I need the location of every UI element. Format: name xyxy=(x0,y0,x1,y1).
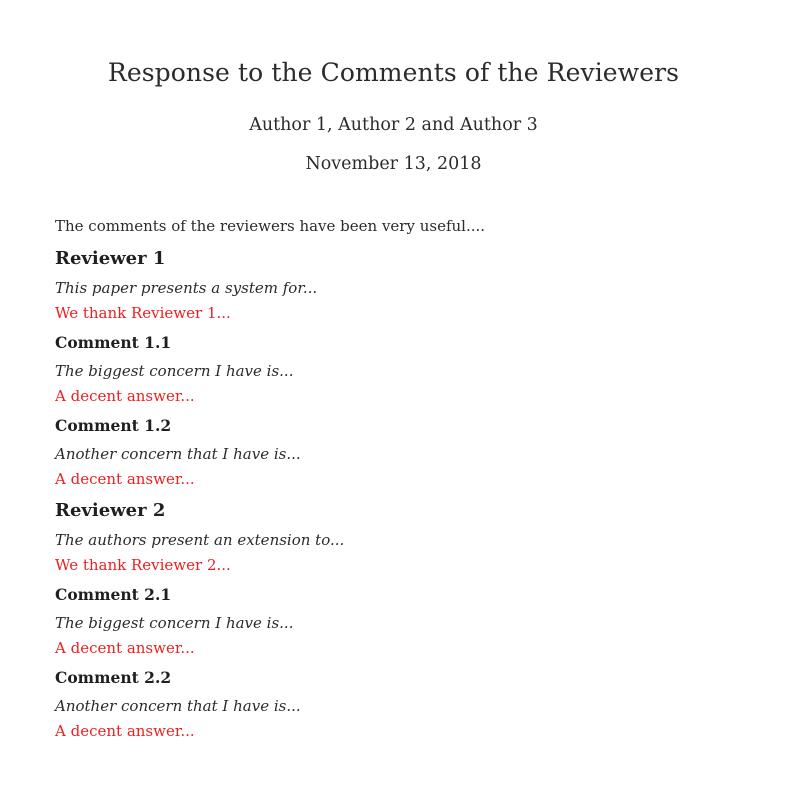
document-body xyxy=(55,216,755,751)
reviewer-response: We thank Reviewer 2... xyxy=(55,556,231,574)
reviewer-heading: Reviewer 1 xyxy=(55,248,166,269)
comment-quote: Another concern that I have is... xyxy=(55,697,301,715)
comment-quote: The biggest concern I have is... xyxy=(55,362,294,380)
comment-heading: Comment 2.2 xyxy=(55,668,172,687)
comment-answer: A decent answer... xyxy=(55,639,195,657)
comment-block xyxy=(55,585,755,658)
comment-answer: A decent answer... xyxy=(55,470,195,488)
reviewer-summary: This paper presents a system for... xyxy=(55,279,318,297)
reviewer-summary: The authors present an extension to... xyxy=(55,531,345,549)
comment-heading: Comment 1.1 xyxy=(55,333,172,352)
comment-answer: A decent answer... xyxy=(55,387,195,405)
comment-answer: A decent answer... xyxy=(55,722,195,740)
reviewer-heading: Reviewer 2 xyxy=(55,500,166,521)
comment-heading: Comment 2.1 xyxy=(55,585,172,604)
comment-heading: Comment 1.2 xyxy=(55,416,172,435)
document-authors: Author 1, Author 2 and Author 3 xyxy=(249,115,538,135)
document-date: November 13, 2018 xyxy=(305,154,482,174)
intro-paragraph: The comments of the reviewers have been very useful.... xyxy=(55,217,486,235)
comment-block xyxy=(55,416,755,489)
comment-block xyxy=(55,333,755,406)
reviewer-section-2 xyxy=(55,499,755,741)
comment-quote: The biggest concern I have is... xyxy=(55,614,294,632)
reviewer-response: We thank Reviewer 1... xyxy=(55,304,231,322)
comment-block xyxy=(55,668,755,741)
comment-quote: Another concern that I have is... xyxy=(55,445,301,463)
reviewer-section-1 xyxy=(55,247,755,489)
document-title: Response to the Comments of the Reviewers xyxy=(107,58,680,87)
